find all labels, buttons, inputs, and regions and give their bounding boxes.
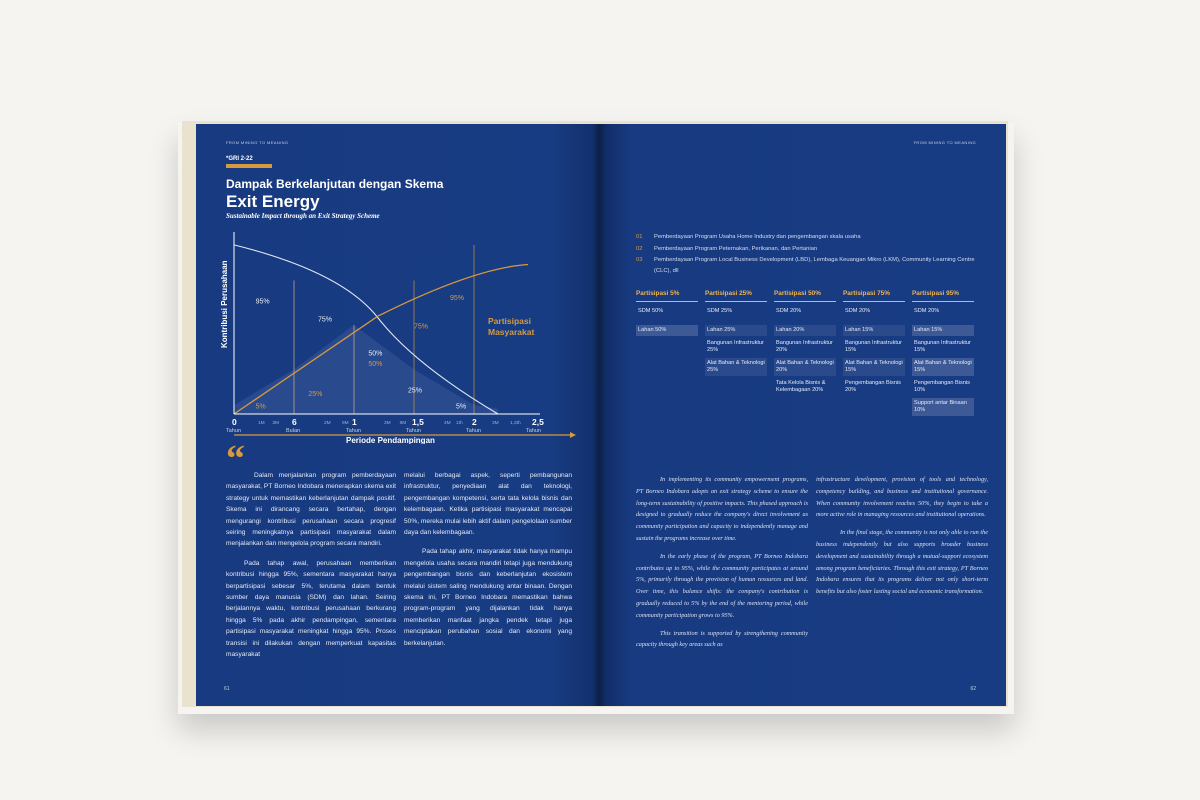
community-value-label: 5%: [255, 403, 266, 411]
x-minor-tick-label: 4M: [444, 421, 451, 426]
paragraph: infrastructure development, provision of tools and technology, competency building, and business and institutional governance. When community involvement reaches 50%, they begin to take a more active role in managing resources and institutional operations.: [816, 476, 988, 519]
table-cell: Bangunan Infrastruktur 15%: [914, 340, 971, 353]
paragraph: This transition is supported by strengthening community capacity through key areas such as: [636, 629, 808, 649]
table-cell: Bangunan Infrastruktur 20%: [776, 340, 833, 353]
page-number: 61: [224, 686, 230, 692]
table-cell: SDM 20%: [845, 308, 871, 314]
table-cell: Lahan 20%: [774, 325, 836, 336]
x-tick-unit: Tahun: [226, 428, 241, 434]
column-header: Partisipasi 5%: [636, 290, 698, 302]
x-minor-tick-label: 6M: [399, 421, 407, 426]
list-text: Pemberdayaan Program Local Business Development (LBD), Lembaga Keuangan Mikro (LKM), Community Learning Centre (CLC), dll: [654, 257, 975, 274]
table-cell: Lahan 15%: [912, 325, 974, 336]
table-cell: Bangunan Infrastruktur 15%: [845, 340, 902, 353]
arrow-head-icon: [570, 432, 576, 438]
table-cell: Alat Bahan & Teknologi 25%: [705, 358, 767, 376]
paragraph: Pada tahap akhir, masyarakat tidak hanya mampu mengelola usaha secara mandiri tetapi juga mendukung pengembangan bisnis dan keberlanjutan ekosistem melalui sistem saling mendukung antar binaan. Dengan skema ini, PT Borneo Indobara memastikan bahwa program-program yang dijalankan tidak hanya memberikan manfaat jangka pendek tetapi juga menciptakan perubahan sosial dan ekonomi yang berkelanjutan.: [404, 548, 572, 647]
x-tick-label: 0: [232, 417, 237, 427]
y-axis-label: Kontribusi Perusahaan: [220, 260, 229, 348]
table-cell: Pengembangan Bisnis 10%: [914, 380, 970, 393]
table-cell: SDM 25%: [707, 308, 733, 314]
x-minor-tick-label: 1th: [456, 421, 463, 426]
list-number: 02: [636, 245, 643, 252]
x-minor-tick-label: 2M: [324, 421, 331, 426]
community-value-label: 50%: [368, 360, 383, 368]
table-cell: Support antar Binaan 10%: [912, 398, 974, 416]
company-value-label: 50%: [368, 350, 383, 358]
x-minor-tick-label: 9M: [342, 421, 349, 426]
list-number: 03: [636, 257, 643, 263]
gri-tag: *GRI 2-22: [226, 156, 253, 162]
x-minor-tick-label: 1M: [258, 421, 265, 426]
paragraph: In the early phase of the program, PT Borneo Indobara contributes up to 95%, while the community participates at around 5%, primarily through the provision of human resources and land. Over time, this balance shifts: the company's contribution is gradually reduced to 5% by the end of the mentoring period, while community participation grows to 95%.: [636, 552, 808, 619]
table-cell: SDM 50%: [638, 308, 664, 314]
x-tick-unit: Tahun: [466, 428, 481, 434]
table-cell: Lahan 15%: [843, 325, 905, 336]
community-series-label: Partisipasi: [488, 316, 531, 326]
body-column-1: [226, 470, 396, 669]
table-cell: Alat Bahan & Teknologi 20%: [774, 358, 836, 376]
body-column-2: [404, 470, 572, 657]
x-minor-tick-label: 3M: [492, 421, 499, 426]
table-cell: Bangunan Infrastruktur 25%: [707, 340, 764, 353]
paragraph: In implementing its community empowerment programs, PT Borneo Indobara adopts an exit strategy scheme to ensure the long-term sustainability of positive impacts. This phased approach is designed to gradually reduce the company's direct involvement as community participation and capacity to independently manage and sustain the programs increase over time.: [636, 476, 808, 542]
x-tick-label: 6: [292, 417, 297, 427]
running-head: FROM MINING TO MEANING: [913, 140, 976, 145]
table-cell: Alat Bahan & Teknologi 15%: [912, 358, 974, 376]
x-minor-tick-label: 3M: [384, 421, 391, 426]
community-series-label: Masyarakat: [488, 327, 535, 337]
x-tick-label: 1: [352, 417, 357, 427]
program-list: [636, 232, 981, 277]
list-item: [636, 255, 981, 276]
page-number: 62: [970, 686, 976, 692]
x-tick-label: 2: [472, 417, 477, 427]
table-cell: Pengembangan Bisnis 20%: [845, 380, 901, 393]
community-value-label: 25%: [308, 391, 323, 399]
exit-strategy-chart: [218, 228, 598, 444]
list-text: Pemberdayaan Program Peternakan, Perikanan, dan Pertanian: [654, 245, 818, 252]
gri-underline: [226, 164, 272, 168]
x-minor-tick-label: 1,3th: [510, 421, 521, 426]
x-minor-tick-label: 3M: [272, 421, 280, 426]
english-column-1: [636, 474, 808, 657]
chart-overlap-area: [234, 323, 498, 414]
community-value-label: 75%: [414, 323, 429, 331]
company-value-label: 95%: [255, 298, 270, 306]
community-value-label: 95%: [450, 295, 465, 303]
participation-column: [705, 290, 767, 376]
column-header: Partisipasi 75%: [843, 290, 905, 302]
list-item: [636, 244, 981, 255]
column-header: Partisipasi 25%: [705, 290, 767, 302]
x-tick-unit: Tahun: [406, 428, 421, 434]
paragraph: Pada tahap awal, perusahaan memberikan kontribusi hingga 95%, sementara masyarakat hanya berpartisipasi sebesar 5%, terutama dalam bentuk sumber daya manusia (SDM) dan lahan. Seiring berjalannya waktu, kontribusi perusahaan berkurang hingga 5% pada akhir pendampingan, sementara partisipasi masyarakat meningkat hingga 95%. Proses transisi ini dilakukan dengan memperkuat kapasitas masyarakat: [226, 559, 396, 659]
paragraph: In the final stage, the community is not only able to run the business independently but also supports broader business development and sustainability through a mutual-support ecosystem among program beneficiaries. Through this exit strategy, PT Borneo Indobara ensures that its programs deliver not only short-term benefits but also foster lasting social and economic transformation.: [816, 529, 988, 596]
company-value-label: 25%: [408, 387, 423, 395]
list-text: Pemberdayaan Program Usaha Home Industry dan pengembangan skala usaha: [654, 234, 861, 240]
book-gutter: [592, 124, 606, 706]
column-header: Partisipasi 95%: [912, 290, 974, 302]
list-number: 01: [636, 234, 643, 240]
table-cell: Lahan 50%: [636, 325, 698, 336]
company-value-label: 75%: [318, 316, 333, 324]
column-header: Partisipasi 50%: [774, 290, 836, 302]
table-cell: SDM 20%: [914, 308, 940, 314]
participation-column: [636, 290, 698, 336]
table-cell: Alat Bahan & Teknologi 15%: [843, 358, 905, 376]
x-tick-unit: Tahun: [346, 428, 361, 434]
section-title-large: Exit Energy: [226, 192, 320, 211]
participation-column: [912, 290, 974, 416]
section-subtitle: Sustainable Impact through an Exit Strategy Scheme: [226, 212, 380, 220]
x-axis-label: Periode Pendampingan: [346, 436, 435, 444]
participation-column: [843, 290, 905, 396]
left-page: [196, 124, 598, 706]
participation-table: [636, 290, 981, 440]
x-tick-label: 2,5: [532, 417, 544, 427]
x-tick-unit: Tahun: [526, 428, 541, 434]
list-item: [636, 232, 981, 243]
running-head: FROM MINING TO MEANING: [226, 140, 289, 145]
right-page: [598, 124, 1006, 706]
table-cell: Lahan 25%: [705, 325, 767, 336]
paragraph: melalui berbagai aspek, seperti pembangunan infrastruktur, penyediaan alat dan teknologi, pengembangan kompetensi, serta tata kelola bisnis dan kelembagaan. Ketika partisipasi masyarakat mencapai 50%, mereka mulai lebih aktif dalam pengelolaan sumber daya dan kelembagaan.: [404, 472, 572, 537]
table-cell: SDM 20%: [776, 308, 802, 314]
english-column-2: [816, 474, 988, 604]
section-title: Dampak Berkelanjutan dengan Skema: [226, 177, 444, 191]
table-cell: Tata Kelola Bisnis & Kelembagaan 20%: [776, 380, 826, 393]
company-value-label: 5%: [456, 403, 467, 411]
x-tick-unit: Bulan: [286, 428, 301, 434]
quote-icon: “: [226, 438, 245, 480]
x-tick-label: 1,5: [412, 417, 424, 427]
paragraph: Dalam menjalankan program pemberdayaan masyarakat, PT Borneo Indobara menerapkan skema exit strategy untuk memastikan keberlanjutan dampak positif. Skema ini dirancang secara bertahap, dengan mengurangi kontribusi perusahaan secara progresif seiring meningkatnya partisipasi masyarakat dalam menjalankan dan mengelola program secara mandiri.: [226, 472, 396, 548]
participation-column: [774, 290, 836, 396]
